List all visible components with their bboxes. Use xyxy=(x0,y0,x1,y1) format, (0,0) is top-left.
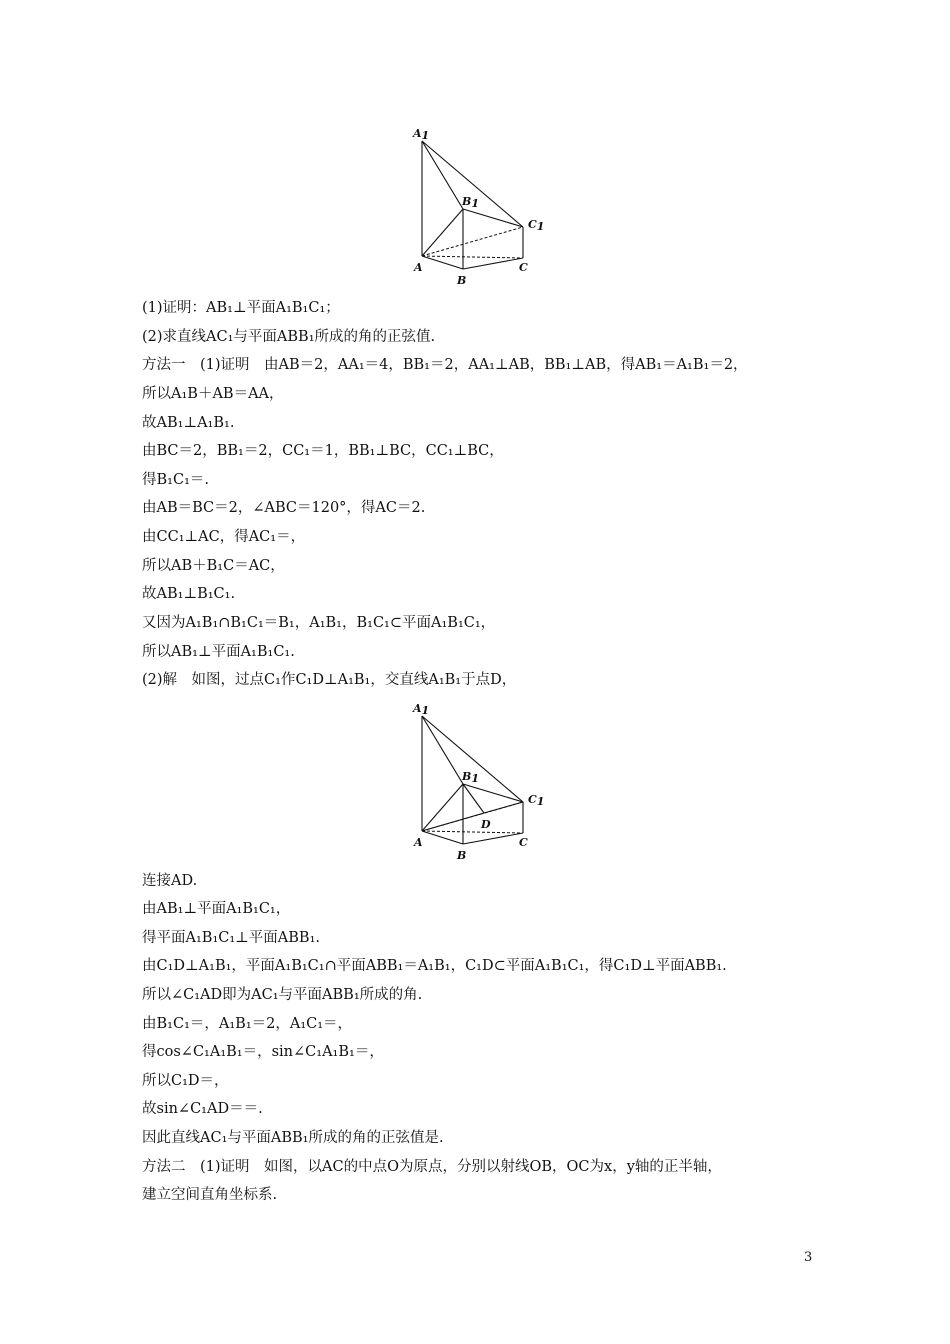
label-C: C xyxy=(519,261,528,274)
page-number: 3 xyxy=(804,1250,813,1265)
text-line: 由BC＝2，BB₁＝2，CC₁＝1，BB₁⊥BC，CC₁⊥BC， xyxy=(142,443,504,459)
text-line: 得B₁C₁＝. xyxy=(142,472,209,488)
text-line: 所以∠C₁AD即为AC₁与平面ABB₁所成的角. xyxy=(142,987,423,1003)
label-B1: B1 xyxy=(462,770,479,785)
label-B: B xyxy=(457,849,467,862)
text-line: 所以AB＋B₁C＝AC， xyxy=(142,558,285,574)
text-line: 故sin∠C₁AD＝＝. xyxy=(142,1101,263,1117)
text-line: 方法二 (1)证明 如图，以AC的中点O为原点，分别以射线OB，OC为x，y轴的正半轴， xyxy=(142,1159,722,1175)
text-line: 由AB₁⊥平面A₁B₁C₁， xyxy=(142,901,291,917)
text-line: 因此直线AC₁与平面ABB₁所成的角的正弦值是. xyxy=(142,1130,444,1146)
label-C1: C1 xyxy=(528,218,545,233)
text-line: 又因为A₁B₁∩B₁C₁＝B₁，A₁B₁，B₁C₁⊂平面A₁B₁C₁， xyxy=(142,615,496,631)
label-C1: C1 xyxy=(528,793,545,808)
label-A1: A1 xyxy=(413,127,430,142)
label-B: B xyxy=(457,274,467,287)
text-line: 得cos∠C₁A₁B₁＝，sin∠C₁A₁B₁＝， xyxy=(142,1044,384,1060)
text-line: 得平面A₁B₁C₁⊥平面ABB₁. xyxy=(142,930,320,946)
text-line: 方法一 (1)证明 由AB＝2，AA₁＝4，BB₁＝2，AA₁⊥AB，BB₁⊥AB，得AB₁＝A₁B₁＝2， xyxy=(142,357,748,373)
text-line: (2)解 如图，过点C₁作C₁D⊥A₁B₁，交直线A₁B₁于点D， xyxy=(142,672,517,688)
text-line: 所以A₁B＋AB＝AA， xyxy=(142,386,284,402)
text-line: (2)求直线AC₁与平面ABB₁所成的角的正弦值. xyxy=(142,329,436,345)
label-A1: A1 xyxy=(413,702,430,717)
text-line: 由C₁D⊥A₁B₁，平面A₁B₁C₁∩平面ABB₁＝A₁B₁，C₁D⊂平面A₁B₁C₁，得C₁D⊥平面ABB₁. xyxy=(142,958,727,974)
text-line: 所以AB₁⊥平面A₁B₁C₁. xyxy=(142,644,295,660)
text-line: (1)证明：AB₁⊥平面A₁B₁C₁； xyxy=(142,300,340,316)
text-line: 连接AD. xyxy=(142,873,198,889)
label-A: A xyxy=(414,261,423,274)
prism-figure-2 xyxy=(405,697,555,862)
label-A: A xyxy=(414,836,423,849)
text-line: 建立空间直角坐标系. xyxy=(142,1187,278,1203)
text-line: 由CC₁⊥AC，得AC₁＝， xyxy=(142,529,306,545)
text-line: 所以C₁D＝， xyxy=(142,1073,229,1089)
label-B1: B1 xyxy=(462,195,479,210)
text-line: 由B₁C₁＝，A₁B₁＝2，A₁C₁＝， xyxy=(142,1016,353,1032)
text-line: 由AB＝BC＝2，∠ABC＝120°，得AC＝2. xyxy=(142,500,426,516)
text-line: 故AB₁⊥B₁C₁. xyxy=(142,586,236,602)
label-C: C xyxy=(519,836,528,849)
text-line: 故AB₁⊥A₁B₁. xyxy=(142,415,235,431)
prism-figure-1 xyxy=(405,122,555,287)
label-D: D xyxy=(481,818,491,831)
